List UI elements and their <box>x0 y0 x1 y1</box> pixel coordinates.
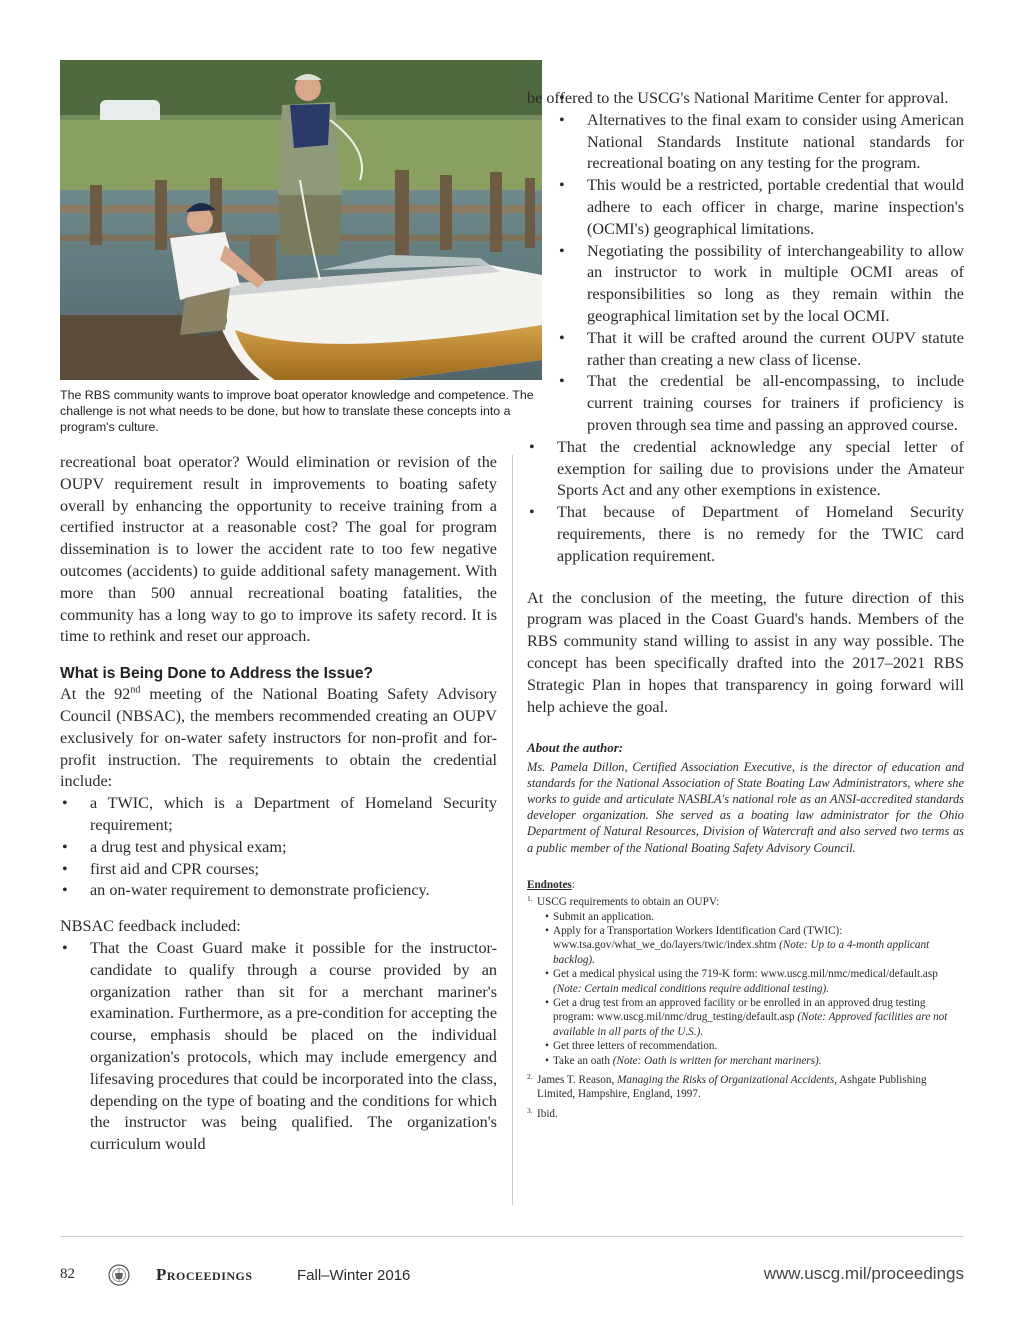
list-item: • That the credential be all-encompassing, to include current training courses for trainers if proficiency is proven through sea time and passing an approved course. <box>557 371 964 436</box>
endnote-1 <box>527 895 964 1068</box>
endnote-3 <box>527 1107 964 1121</box>
endnote-number: 1. <box>527 894 533 904</box>
drug-test-note: (Note: Approved facilities are not available in all parts of the U.S.). <box>553 1011 948 1038</box>
issue-date: Fall–Winter 2016 <box>297 1267 411 1284</box>
endnote-title: Managing the Risks of Organizational Accidents, <box>617 1074 838 1087</box>
requirements-list <box>60 793 497 902</box>
medical-text: Get a medical physical using the 719-K form: www.uscg.mil/nmc/medical/default.asp <box>553 968 938 981</box>
website-url: www.uscg.mil/proceedings <box>763 1264 964 1283</box>
list-item: • That the Coast Guard make it possible for the instructor-candidate to qualify through a course provided by an organization rather than sit for a merchant mariner's examination. Furthermore, as a pre-condition for accepting the course, emphasis should be placed on the individual organization's protocols, which may include emergency and lifesaving procedures that could be incorporated into the class, depending on the type of boating and the conditions for which the instructor was being qualified. The organization's curriculum would <box>60 938 497 1156</box>
column-divider <box>512 455 513 1205</box>
drug-test-text: Get a drug test from an approved facility or be enrolled in an approved drug testing program: www.uscg.mil/nmc/drug_testing/default.asp <box>553 996 926 1024</box>
article-photo <box>60 60 542 380</box>
footer-rule <box>60 1236 964 1237</box>
endnote-text: USCG requirements to obtain an OUPV: <box>537 896 720 909</box>
list-item: • This would be a restricted, portable credential that would adhere to each officer in charge, marine inspection's (OCMI's) geographical limitations. <box>557 175 964 240</box>
nbsac-paragraph <box>60 684 497 793</box>
list-item: • Negotiating the possibility of interchangeability to allow an instructor to work in multiple OCMI areas of responsibilities so long as they remain within the geographical limitation set by the local OCMI. <box>557 241 964 328</box>
coast-guard-seal-icon <box>108 1264 130 1291</box>
list-item: • That the credential acknowledge any special letter of exemption for sailing due to provisions under the Amateur Sports Act and any other exemptions in existence. <box>527 437 964 502</box>
boat-dock-illustration <box>60 60 542 380</box>
conclusion-paragraph: At the conclusion of the meeting, the future direction of this program was placed in the Coast Guard's hands. Members of the RBS community stand willing to assist in any way possible. The concept has been specifically drafted into the 2017–2021 RBS Strategic Plan in hopes that transparency in going forward will help achieve the goal. <box>527 588 964 716</box>
list-item: • That it will be crafted around the current OUPV statute rather than creating a new class of license. <box>557 328 964 372</box>
list-item: • a drug test and physical exam; <box>60 837 497 859</box>
ordinal-suffix: nd <box>130 684 141 696</box>
list-item: • Alternatives to the final exam to consider using American National Standards Institute national standards for recreational boating on any testing for the program. <box>557 110 964 175</box>
endnote-list-item: • Get three letters of recommendation. <box>545 1039 964 1053</box>
feedback-sub-list <box>527 88 964 110</box>
list-item: • an on-water requirement to demonstrate proficiency. <box>60 880 497 902</box>
feedback-list <box>60 938 497 1156</box>
twic-note: (Note: Up to a 4-month applicant backlog). <box>553 939 930 966</box>
list-item: • a TWIC, which is a Department of Homeland Security requirement; <box>60 793 497 837</box>
endnote-list-item <box>545 924 964 967</box>
endnote-publisher: Ashgate Publishing Limited, Hampshire, England, 1997. <box>537 1074 927 1101</box>
endnote-1-list <box>537 910 964 1068</box>
endnote-number: 3. <box>527 1105 533 1115</box>
author-heading: About the author: <box>527 740 624 756</box>
nbsac-paragraph-rest: meeting of the National Boating Safety Advisory Council (NBSAC), the members recommended creating an OUPV exclusively for on-water safety instructors for non-profit and for-profit instruction. The requirements to obtain the credential include: <box>60 685 497 791</box>
nbsac-paragraph-start: At the 92 <box>60 685 131 704</box>
list-item-continuation <box>527 88 964 110</box>
endnote-text: Ibid. <box>537 1107 558 1120</box>
list-item: • first aid and CPR courses; <box>60 859 497 881</box>
feedback-sub-bullets <box>557 110 964 437</box>
twic-text: Apply for a Transportation Workers Identification Card (TWIC): www.tsa.gov/what_we_do/layers/twic/index.shtm <box>553 924 843 952</box>
endnote-author: James T. Reason, <box>537 1074 615 1087</box>
endnote-list-item <box>545 967 964 996</box>
section-heading: What is Being Done to Address the Issue? <box>60 665 374 683</box>
left-column <box>60 452 497 1156</box>
page-number: 82 <box>60 1266 75 1282</box>
list-item: • That because of Department of Homeland Security requirements, there is no remedy for the TWIC card application requirement. <box>527 502 964 567</box>
endnote-number: 2. <box>527 1072 533 1082</box>
author-bio-block <box>527 740 964 855</box>
publication-name: Proceedings <box>156 1265 253 1284</box>
endnote-list-item: • Submit an application. <box>545 910 964 924</box>
endnote-list-item <box>545 996 964 1039</box>
medical-note: (Note: Certain medical conditions require additional testing). <box>553 982 830 995</box>
intro-paragraph: recreational boat operator? Would elimination or revision of the OUPV requirement result in improvements to boating safety overall by enhancing the opportunity to receive training from a certified instructor at a reasonable cost? The goal for program dissemination is to lower the accident rate to too few negative outcomes (accidents) to guide additional safety management. With more than 500 annual recreational boating fatalities, the community has a long way to go to improve its safety record. It is time to rethink and reset our approach. <box>60 453 497 646</box>
page-footer <box>60 1262 964 1290</box>
feedback-intro: NBSAC feedback included: <box>60 917 241 936</box>
photo-caption: The RBS community wants to improve boat operator knowledge and competence. The challenge is not what needs to be done, but how to translate these concepts into a program's culture. <box>60 388 534 434</box>
endnotes-heading: Endnotes <box>527 878 572 891</box>
endnote-2 <box>527 1073 964 1102</box>
author-bio: Ms. Pamela Dillon, Certified Association Executive, is the director of education and standards for the National Association of State Boating Law Administrators, where she works to guide and articulate NASBLA's national role as an ANSI-accredited standards developer organization. She served as a boating law administrator for the Ohio Department of Natural Resources, Division of Watercraft and also served two terms as a public member of the National Boating Safety Advisory Council. <box>527 759 964 855</box>
feedback-bullets <box>527 437 964 568</box>
continuation-text: • be offered to the USCG's National Maritime Center for approval. <box>527 89 949 107</box>
endnotes: Endnotes: 1. USCG requirements to obtain an OUPV: • Submit an application. • Apply for a Transportation Workers Identification Card (TWIC): www.tsa.gov/what_we_do/layers/twic/index.shtm (Note: Up to a 4-month applicant backlog). • Get a medical physical using the 719-K form: www.uscg.mil/nmc/medical/default.asp (Note: Certain medical conditions require additional testing). • Get a drug test from an approved facility or be enrolled in an approved drug testing program: www.uscg.mil/nmc/drug_testing/default.asp (Note: Approved facilities are not available in all parts of the U.S.). • Get three letters of recommendation. • Take an oath (Note: Oath is written for merchant mariners). 2. James T. Reason, Managing the Risks of Organizational Accidents, Ashgate Publishing Limited, Hampshire, England, 1997. 3. Ibid. <box>527 878 964 1122</box>
right-column <box>527 88 964 1121</box>
oath-note: (Note: Oath is written for merchant mariners). <box>612 1054 822 1067</box>
oath-text: Take an oath <box>553 1054 610 1067</box>
endnote-list-item <box>545 1054 964 1068</box>
